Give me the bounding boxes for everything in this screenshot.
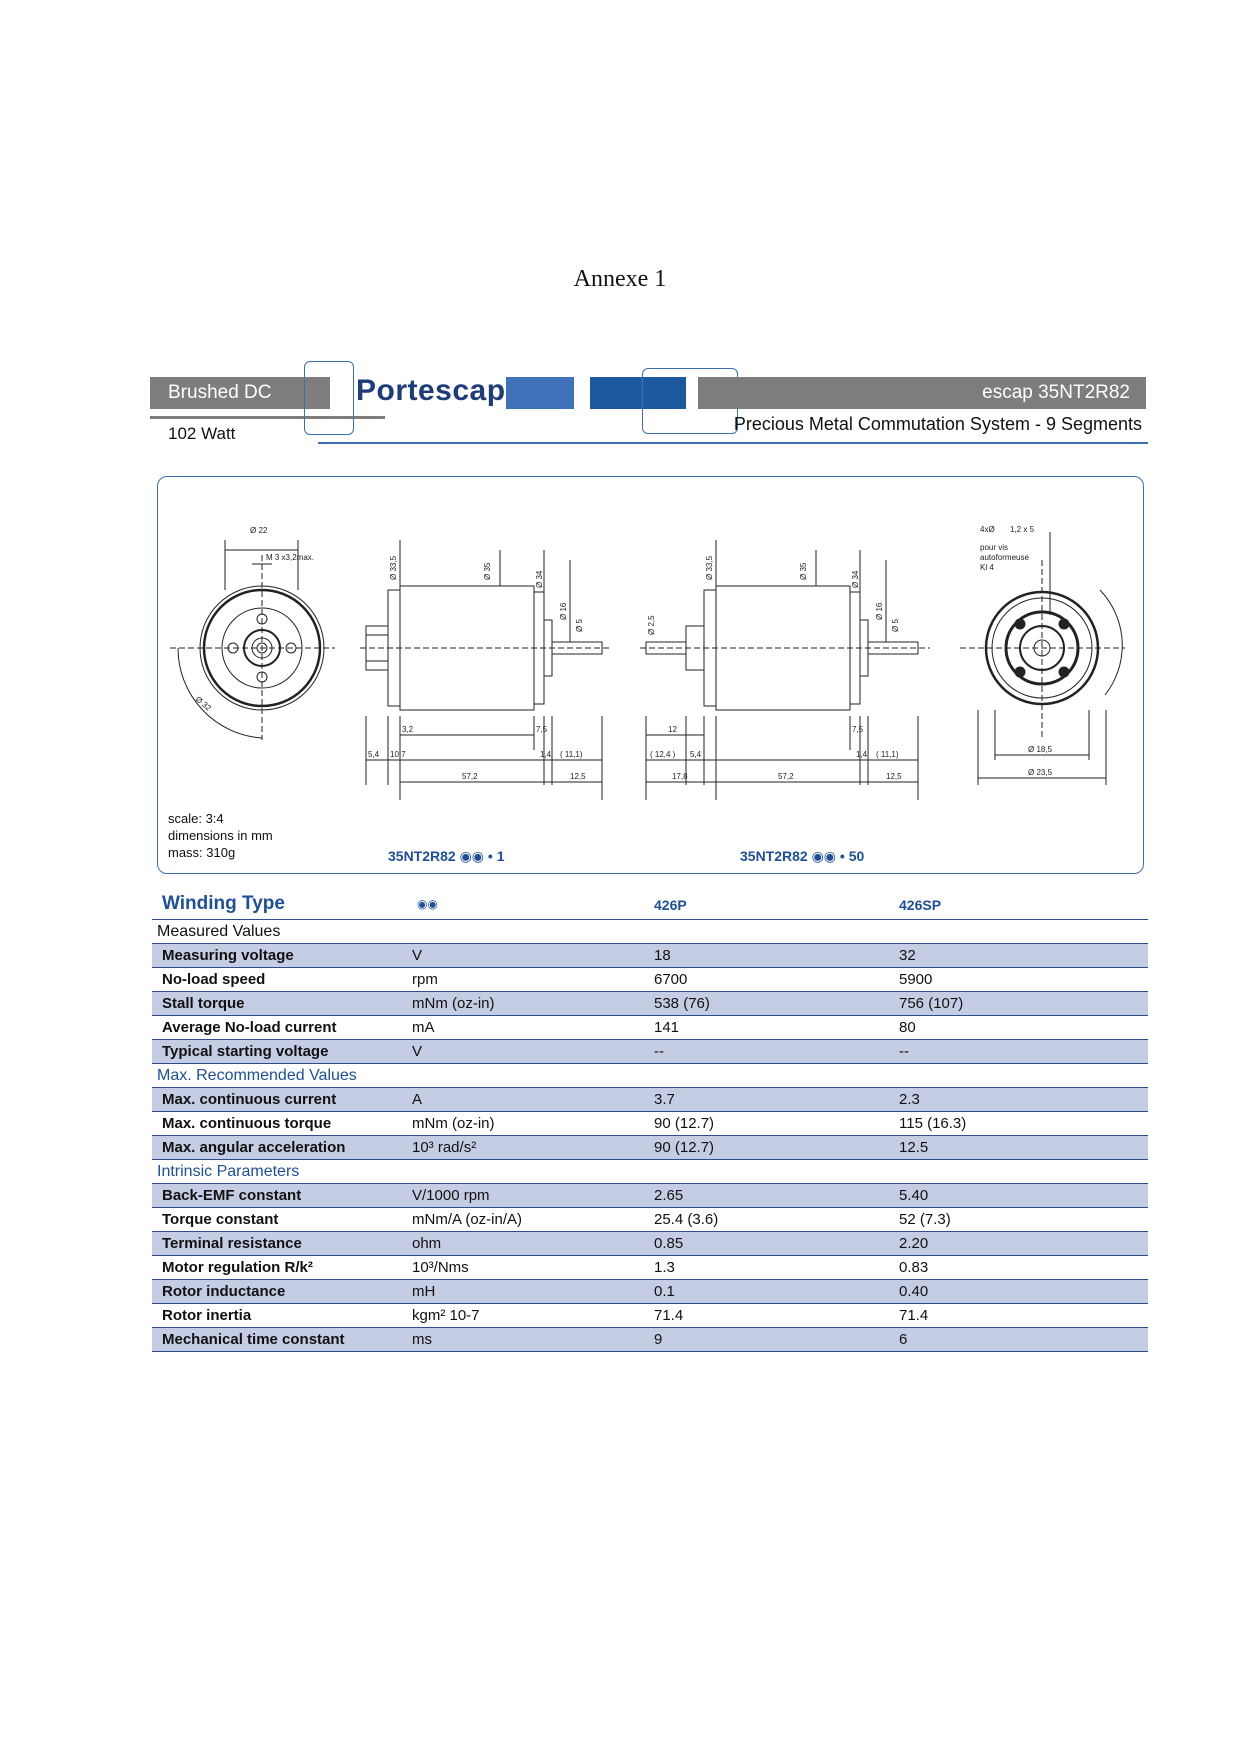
value-426p: 90 (12.7) [654,1139,715,1156]
param-unit: 10³ rad/s² [412,1139,477,1156]
rear-label: Ø 18,5 [1028,745,1053,754]
value-426p: 0.85 [654,1235,684,1252]
param-name: Motor regulation R/k² [162,1259,313,1276]
param-unit: mNm/A (oz-in/A) [412,1211,523,1228]
value-426p: 18 [654,947,671,964]
front-label: Ø 22 [250,526,268,535]
side2-label: 12,5 [886,772,902,781]
section-label: Intrinsic Parameters [157,1163,300,1180]
param-unit: V/1000 rpm [412,1187,490,1204]
value-426sp: 32 [899,947,916,964]
front-label: Ø 32 [193,694,213,713]
side2-label: 1,4 [856,750,868,759]
param-unit: mNm (oz-in) [412,995,495,1012]
model-variant-2: 35NT2R82 ◉◉ • 50 [740,848,865,864]
value-426sp: 71.4 [899,1307,929,1324]
side2-label: ( 12,4 ) [650,750,676,759]
side-label: Ø 34 [535,570,544,588]
side2-label: 17,8 [672,772,688,781]
side-view-2-labels [647,555,902,781]
param-unit: ohm [412,1235,442,1252]
value-426p: 6700 [654,971,688,988]
side2-label: Ø 34 [851,570,860,588]
front-label: M 3 x3,2max. [266,553,315,562]
side-label: 1,4 [540,750,552,759]
param-name: Measuring voltage [162,947,294,964]
table-row [152,1304,1148,1328]
value-426p: 0.1 [654,1283,675,1300]
value-426sp: -- [899,1043,909,1060]
value-426sp: 0.40 [899,1283,929,1300]
side-label: ( 11,1) [560,750,583,759]
table-row [152,1256,1148,1280]
param-name: Rotor inductance [162,1283,286,1300]
mass-note: mass: 310g [168,845,236,860]
winding-col-2: 426SP [899,897,942,913]
side2-label: 12 [668,725,677,734]
param-unit: V [412,1043,423,1060]
value-426sp: 2.3 [899,1091,920,1108]
value-426sp: 756 (107) [899,995,964,1012]
table-row [152,1328,1148,1352]
table-row [152,1280,1148,1304]
side-label: Ø 33,5 [389,555,398,580]
table-row [152,1184,1148,1208]
param-unit: rpm [412,971,438,988]
value-426p: 71.4 [654,1307,684,1324]
param-unit: kgm² 10-7 [412,1307,480,1324]
value-426p: 3.7 [654,1091,675,1108]
table-row [152,1112,1148,1136]
table-section-heading [152,1160,1148,1184]
subtitle-underline [318,442,1148,444]
table-row [152,1208,1148,1232]
param-unit: mNm (oz-in) [412,1115,495,1132]
side2-label: 7,5 [852,725,864,734]
winding-col-1: 426P [654,897,687,913]
rear-label: 1,2 x 5 [1010,525,1035,534]
rear-label: pour vis [980,543,1009,552]
side-label: 7,5 [536,725,548,734]
value-426p: 25.4 (3.6) [654,1211,719,1228]
table-section-heading [152,920,1148,944]
param-unit: A [412,1091,423,1108]
side2-label: 5,4 [690,750,702,759]
spec-table [152,891,1148,1352]
param-name: Average No-load current [162,1019,337,1036]
side2-label: 57,2 [778,772,794,781]
param-name: Typical starting voltage [162,1043,329,1060]
value-426p: -- [654,1043,664,1060]
value-426sp: 12.5 [899,1139,929,1156]
value-426sp: 52 (7.3) [899,1211,951,1228]
scale-note: scale: 3:4 [168,811,224,826]
param-name: Back-EMF constant [162,1187,302,1204]
value-426sp: 5900 [899,971,933,988]
table-row [152,992,1148,1016]
table-row [152,1040,1148,1064]
table-title: Winding Type [162,893,285,914]
param-unit: mH [412,1283,436,1300]
section-label: Measured Values [157,923,281,940]
table-row [152,1088,1148,1112]
page-caption: Annexe 1 [573,266,667,292]
side2-label: Ø 5 [891,619,900,632]
param-name: Max. continuous torque [162,1115,332,1132]
drawing-notes [168,810,273,861]
side-label: 3,2 [402,725,414,734]
category-bar: Brushed DC [150,377,330,409]
param-name: Max. continuous current [162,1091,337,1108]
model-subtitle: Precious Metal Commutation System - 9 Segments [733,414,1142,434]
param-unit: mA [412,1019,435,1036]
side-label: 12,5 [570,772,586,781]
side-label: 5,4 [368,750,380,759]
param-name: No-load speed [162,971,266,988]
rear-label: 4xØ [980,525,995,534]
side2-label: Ø 16 [875,602,884,620]
side-label: 57,2 [462,772,478,781]
model-variant-1: 35NT2R82 ◉◉ • 1 [388,848,505,864]
brand-logo: Portescap [356,374,506,407]
table-row [152,1016,1148,1040]
value-426sp: 5.40 [899,1187,929,1204]
rear-label: Ø 23,5 [1028,768,1053,777]
side2-label: Ø 35 [799,562,808,580]
table-row [152,1232,1148,1256]
side-label: Ø 16 [559,602,568,620]
value-426sp: 115 (16.3) [899,1115,967,1132]
value-426p: 90 (12.7) [654,1115,715,1132]
param-name: Stall torque [162,995,245,1012]
winding-symbol: ◉◉ [417,897,438,911]
param-name: Terminal resistance [162,1235,302,1252]
param-name: Max. angular acceleration [162,1139,346,1156]
technical-drawings [170,520,1130,820]
rear-label: Kl 4 [980,563,994,572]
value-426sp: 80 [899,1019,916,1036]
table-body [152,920,1148,1352]
table-row [152,944,1148,968]
side2-label: ( 11,1) [876,750,899,759]
table-row [152,968,1148,992]
param-unit: V [412,947,423,964]
param-unit: ms [412,1331,432,1348]
side-label: 10,7 [390,750,406,759]
value-426p: 2.65 [654,1187,684,1204]
param-name: Rotor inertia [162,1307,252,1324]
value-426sp: 6 [899,1331,908,1348]
param-name: Mechanical time constant [162,1331,345,1348]
side-label: Ø 5 [575,619,584,632]
rear-label: autoformeuse [980,553,1029,562]
section-label: Max. Recommended Values [157,1067,357,1084]
table-row [152,1136,1148,1160]
side2-label: Ø 2,5 [647,615,656,635]
side-label: Ø 35 [483,562,492,580]
logo-frame [304,361,354,435]
power-rating: 102 Watt [168,424,236,443]
table-section-heading [152,1064,1148,1088]
side-view-2-drawing [640,540,930,800]
value-426p: 538 (76) [654,995,710,1012]
table-header [152,891,1148,920]
value-426sp: 2.20 [899,1235,929,1252]
value-426sp: 0.83 [899,1259,929,1276]
front-view-drawing [170,540,335,740]
value-426p: 9 [654,1331,663,1348]
accent-bar-light [506,377,574,409]
value-426p: 1.3 [654,1259,675,1276]
param-unit: 10³/Nms [412,1259,469,1276]
units-note: dimensions in mm [168,828,273,843]
param-name: Torque constant [162,1211,279,1228]
side2-label: Ø 33,5 [705,555,714,580]
model-title-bar: escap 35NT2R82 [698,377,1146,409]
value-426p: 141 [654,1019,680,1036]
side-view-1-labels [368,555,586,781]
